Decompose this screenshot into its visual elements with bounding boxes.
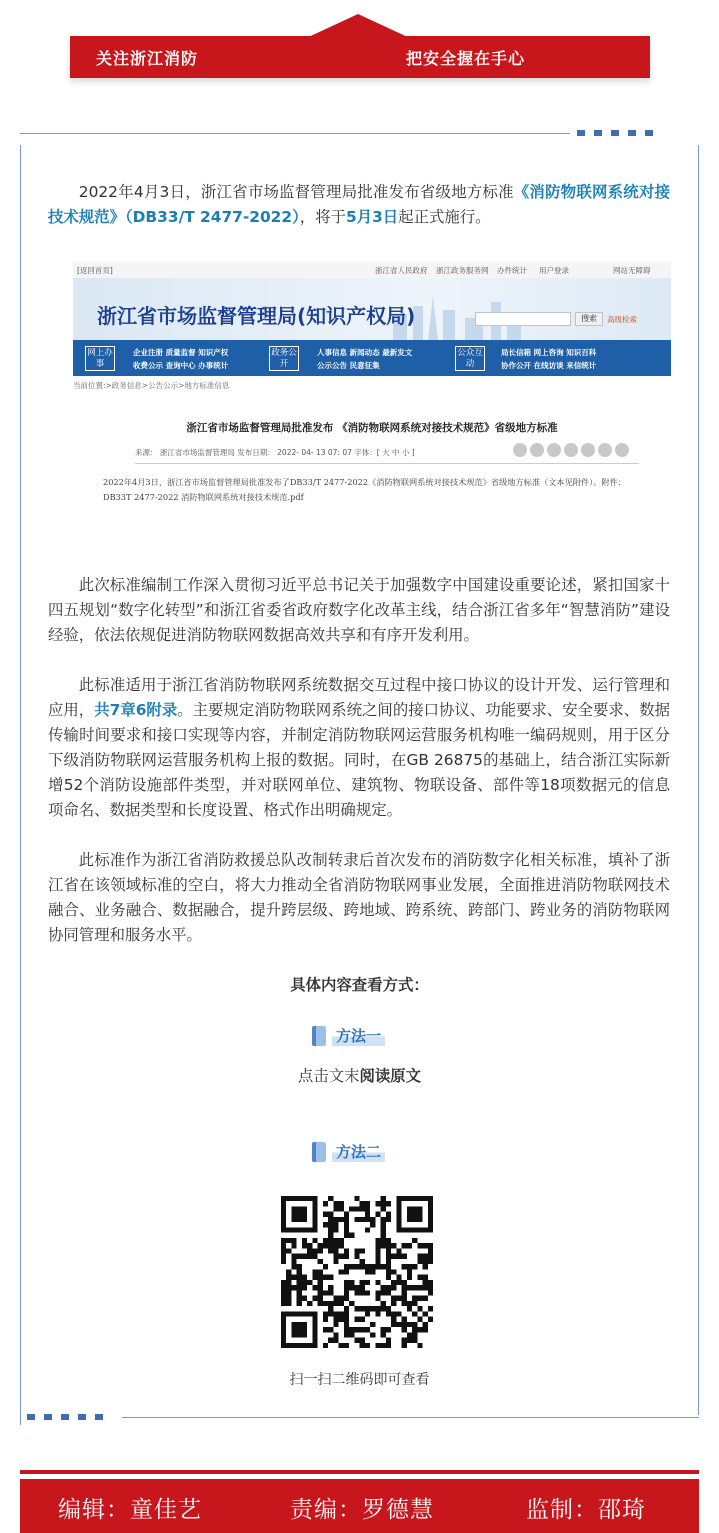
top-link[interactable]: 网站无障碍: [613, 266, 651, 275]
intro-text: 2022年4月3日，浙江省市场监督管理局批准发布省级地方标准: [78, 183, 514, 201]
book-icon: [312, 1142, 326, 1162]
body-paragraph-1: 此次标准编制工作深入贯彻习近平总书记关于加强数字中国建设重要论述，紧扣国家十四五规划“数字化转型”和浙江省委省政府数字化改革主线，结合浙江省多年“智慧消防”建设经验，依法依规促进消防物联网数据高效共享和有序开发利用。: [48, 576, 670, 644]
share-icon[interactable]: [598, 443, 612, 457]
nav-items-public: [501, 346, 596, 372]
banner-right-text: 把安全握在手心: [406, 49, 526, 68]
p2-text: 此标准适用于浙江省消防物联网系统数据交互过程中接口协议的设计开发、运行管理和应用，: [48, 676, 670, 719]
frame-bottom-dots: [27, 1414, 103, 1420]
footer-line: [20, 1470, 699, 1474]
embedded-website-screenshot: [73, 262, 671, 524]
nav-link[interactable]: 网上咨询: [533, 348, 564, 357]
site-nav: [73, 340, 671, 376]
top-link[interactable]: 用户登录: [539, 266, 569, 275]
nav-link[interactable]: 企业注册: [133, 348, 163, 357]
effective-date: 5月3日: [345, 208, 399, 226]
nav-link[interactable]: 局长信箱: [501, 348, 531, 357]
nav-box-online[interactable]: 网上办事: [85, 346, 115, 371]
chapters-highlight: 共7章6附录: [94, 701, 178, 719]
method-1-instruction: [0, 1064, 719, 1086]
share-icon[interactable]: [564, 443, 578, 457]
site-search-input[interactable]: [475, 312, 571, 326]
top-link[interactable]: 浙江省人民政府: [375, 266, 428, 275]
site-search-button[interactable]: 搜索: [575, 312, 603, 326]
method-2-text: 方法二: [332, 1141, 385, 1162]
nav-link[interactable]: 民意征集: [349, 361, 380, 370]
nav-link[interactable]: 来信统计: [566, 361, 597, 370]
site-header: [73, 278, 671, 340]
nav-box-gov[interactable]: 政务公开: [269, 346, 299, 371]
read-original-link[interactable]: 阅读原文: [359, 1067, 422, 1085]
nav-link[interactable]: 新闻动态: [349, 348, 380, 357]
nav-link[interactable]: 办事统计: [198, 361, 229, 370]
standard-title: 《消防物联网系统对接技术规范》（DB33/T 2477-2022）: [48, 183, 670, 226]
site-top-strip: [73, 262, 671, 278]
frame-top-dots: [577, 130, 653, 136]
nav-link[interactable]: 查询中心: [165, 361, 196, 370]
intro-text-2: ，将于: [299, 208, 346, 226]
frame-bottom-line: [122, 1417, 699, 1418]
p2-text-2: 。主要规定消防物联网系统之间的接口协议、功能要求、安全要求、数据传输时间要求和接口实现等内容，并制定消防物联网运营服务机构唯一编码规则，用于区分下级消防物联网运营服务机构上报的数据。同时，在GB 26875的基础上，结合浙江实际新增52个消防设施部件类型，并对联网单位、建筑物、物联设备、部件等18项数据元的信息项命名、数据类型和长度设置、格式作出明确规定。: [48, 701, 670, 819]
top-banner: [70, 14, 650, 78]
site-article-title: 浙江省市场监督管理局批准发布 《消防物联网系统对接技术规范》省级地方标准: [186, 422, 558, 434]
home-link[interactable]: [返回首页]: [77, 266, 113, 275]
nav-box-public[interactable]: 公众互动: [455, 346, 485, 371]
editor-credit: 编辑：童佳艺: [58, 1497, 202, 1523]
site-divider: [135, 463, 639, 464]
share-icon[interactable]: [513, 443, 527, 457]
banner-left-text: 关注浙江消防: [96, 49, 199, 68]
qr-caption: 扫一扫二维码即可查看: [289, 1372, 430, 1388]
nav-link[interactable]: 收费公示: [133, 361, 163, 370]
nav-link[interactable]: 知识百科: [566, 348, 597, 357]
method-1-text: 方法一: [332, 1025, 385, 1046]
nav-link[interactable]: 在线访谈: [533, 361, 564, 370]
share-icons: [513, 443, 629, 457]
nav-link[interactable]: 人事信息: [317, 348, 347, 357]
footer-credits: [20, 1470, 699, 1533]
share-icon[interactable]: [547, 443, 561, 457]
frame-top-line: [20, 133, 570, 134]
site-article-meta: 来源： 浙江省市场监督管理局 发布日期： 2022- 04- 13 07: 07 字体：[ 大 中 小 ]: [135, 448, 415, 457]
method-1-label: [312, 1025, 385, 1046]
chief-editor-credit: 责编：罗德慧: [290, 1497, 434, 1523]
site-breadcrumb: 当前位置:>政务信息>公告公示>地方标准信息: [73, 381, 230, 390]
top-link[interactable]: 办件统计: [497, 266, 527, 275]
method-1-instruction-a: 点击文末: [297, 1067, 360, 1085]
share-icon[interactable]: [581, 443, 595, 457]
intro-paragraph: [48, 180, 670, 230]
nav-link[interactable]: 知识产权: [198, 348, 229, 357]
site-article-body: 2022年4月3日，浙江省市场监督管理局批准发布了DB33/T 2477-2022《消防物联网系统对接技术规范》省级地方标准（文本见附件）。附件：DB33T 2477-2022 消防物联网系统对接技术规范.pdf: [103, 477, 626, 502]
body-paragraph-3: 此标准作为浙江省消防救援总队改制转隶后首次发布的消防数字化相关标准，填补了浙江省在该领域标准的空白，将大力推动全省消防物联网事业发展，全面推进消防物联网技术融合、业务融合、数据融合，提升跨层级、跨地域、跨系统、跨部门、跨业务的消防物联网协同管理和服务水平。: [48, 851, 670, 944]
qr-code[interactable]: [281, 1196, 433, 1348]
nav-link[interactable]: 质量监督: [165, 348, 196, 357]
top-link[interactable]: 浙江政务服务网: [436, 266, 489, 275]
method-2-label: [312, 1141, 385, 1162]
share-icon[interactable]: [530, 443, 544, 457]
nav-link[interactable]: 协作公开: [501, 361, 531, 370]
frame-left-line: [20, 145, 21, 1425]
nav-items-online: [133, 346, 228, 372]
nav-items-gov: [317, 346, 412, 372]
book-icon: [312, 1026, 326, 1046]
nav-link[interactable]: 公示公告: [317, 361, 347, 370]
how-to-heading: 具体内容查看方式：: [290, 976, 429, 994]
frame-right-line: [698, 145, 699, 1415]
site-name: 浙江省市场监督管理局(知识产权局): [97, 304, 416, 328]
supervisor-credit: 监制：邵琦: [526, 1497, 646, 1523]
advanced-search-link[interactable]: 高级检索: [607, 315, 637, 324]
share-icon[interactable]: [615, 443, 629, 457]
body-paragraph-2: [48, 673, 670, 823]
nav-link[interactable]: 最新发文: [382, 348, 413, 357]
intro-text-3: 起正式施行。: [398, 208, 491, 226]
